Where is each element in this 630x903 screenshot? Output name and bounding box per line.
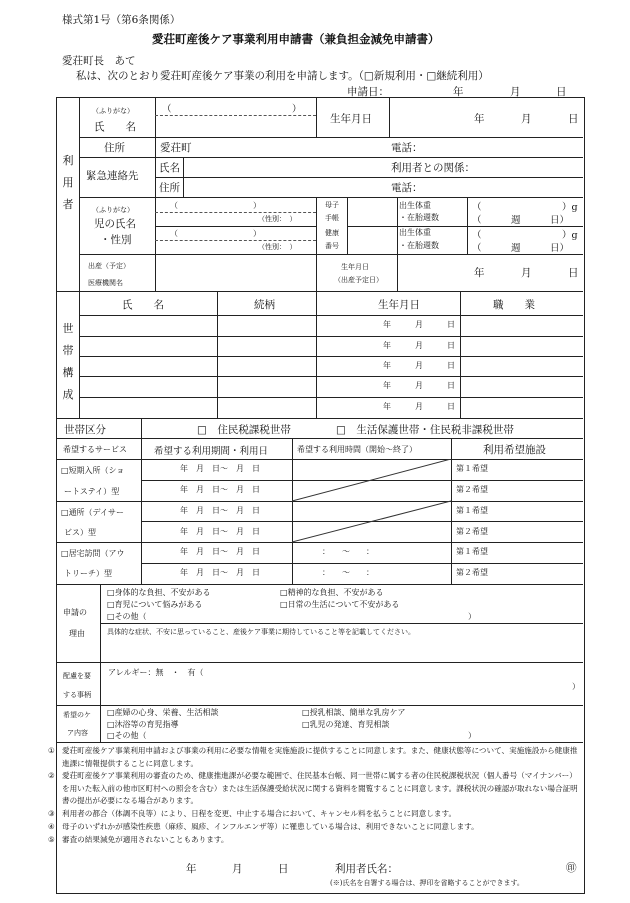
due-label: 出産（予定）: [88, 262, 130, 270]
household-row-3-date-0: 年: [383, 361, 391, 370]
facility-label: 医療機関名: [88, 279, 123, 287]
reason-daily[interactable]: □日常の生活について不安がある: [280, 600, 400, 609]
apply-date-label: 申請日：: [347, 86, 389, 98]
reason-detail-input[interactable]: [103, 638, 579, 660]
consent-note-text: 母子のいずれかが感染性疾患（麻疹、風疹、インフルエンザ等）に罹患している場合は、利用できないことに同意します。: [62, 822, 479, 831]
consent-note-text: 審査の結果減免が適用されないこともあります。: [62, 835, 229, 844]
household-row-5-date-2: 日: [447, 402, 455, 411]
consent-note-3: [48, 808, 584, 821]
category-taxable[interactable]: □ 住民税課税世帯: [197, 424, 291, 436]
new-use-checkbox[interactable]: □: [363, 70, 374, 82]
service-period-6[interactable]: 年 月 日～ 月 日: [180, 568, 260, 577]
household-row-4-date-1: 月: [415, 381, 423, 390]
emergency-name-label: 氏名: [159, 162, 180, 174]
household-col-relation: 続柄: [254, 299, 275, 311]
services-col-facility: 利用希望施設: [483, 444, 546, 456]
user-section-label: 利用者: [62, 154, 74, 211]
sign-day: 日: [278, 863, 289, 875]
consent-note-number: ④: [48, 822, 55, 831]
household-col-name: 氏 名: [122, 299, 164, 311]
consent-note-4: [48, 821, 584, 834]
consent-note-number: ⑤: [48, 835, 55, 844]
apply-date-year: 年: [453, 86, 464, 98]
consent-note-text: 愛荘町産後ケア事業利用申請および事業の利用に必要な情報を実施施設に提供することに同意します。また、健康状態等について、実施施設から健康推進課に情報提供することに同意します。: [62, 746, 578, 768]
facility-choice-6: 第２希望: [456, 568, 488, 577]
weeks2-close: 日）: [550, 243, 570, 254]
household-col-birth: 生年月日: [378, 299, 420, 311]
form-number: 様式第1号（第6条関係）: [62, 14, 181, 26]
facility-choice-5: 第１希望: [456, 547, 488, 556]
facility-choice-3: 第１希望: [456, 506, 488, 515]
svc-short-stay-2: ートステイ）型: [64, 487, 120, 496]
phone-label: 電話：: [391, 142, 423, 154]
emergency-relation-label: 利用者との関係：: [391, 162, 475, 174]
child-sex-label: ・性別: [100, 234, 132, 246]
service-period-3[interactable]: 年 月 日～ 月 日: [180, 506, 260, 515]
facility-choice-2: 第２希望: [456, 485, 488, 494]
emergency-address-label: 住所: [159, 182, 180, 194]
intro-text: 私は、次のとおり愛荘町産後ケア事業の利用を申請します。（□新規利用・□継続利用）: [76, 70, 489, 82]
weight2-open: （: [472, 230, 482, 241]
care-label-1: 希望のケ: [63, 711, 91, 719]
due-day: 日: [568, 267, 579, 279]
signature-input[interactable]: [405, 859, 560, 874]
svc-outreach-2: トリーチ）型: [64, 569, 112, 578]
weeks1-unit: 週: [511, 215, 521, 226]
household-row-1-date-1: 月: [415, 320, 423, 329]
weeks2-unit: 週: [511, 243, 521, 254]
child1-sex: （性別： ）: [258, 215, 297, 223]
mch-4: 番号: [325, 242, 339, 250]
addressee: 愛荘町長 あて: [62, 55, 136, 67]
address-label: 住所: [104, 142, 125, 154]
seal-note: (※)氏名を自署する場合は、押印を省略することができます。: [330, 879, 524, 887]
weight2-g: ）g: [562, 230, 578, 241]
due-year: 年: [474, 267, 485, 279]
category-nontaxable[interactable]: □ 生活保護世帯・住民税非課税世帯: [336, 424, 514, 436]
household-row-4-date-0: 年: [383, 381, 391, 390]
consent-note-text: 愛荘町産後ケア事業利用の審査のため、健康推進課が必要な範囲で、住民基本台帳、同一世帯に属する者の住民税課税状況（個人番号（マイナンバー）を用いた転入前の他市区町村への照会を含む）または生活保護受給状況に関する資料を閲覧することに同意します。課税状況の確認が取れない場合証明書の提出が必要になる場合があります。: [62, 771, 578, 806]
child1-furigana-open: （: [170, 201, 178, 210]
weeks1-close: 日）: [550, 215, 570, 226]
weight1-open: （: [472, 202, 482, 213]
user-name-input[interactable]: [158, 118, 313, 134]
time-not-applicable-slash: [292, 459, 451, 542]
reason-physical[interactable]: □身体的な負担、不安がある: [107, 588, 211, 597]
care-breastfeeding[interactable]: □授乳相談、簡単な乳房ケア: [302, 708, 406, 717]
weight-label-2: 出生体重: [399, 228, 431, 237]
reason-childcare[interactable]: □育児について悩みがある: [107, 600, 203, 609]
household-row-2-date-2: 日: [447, 341, 455, 350]
facility-choice-4: 第２希望: [456, 527, 488, 536]
furigana-close: ）: [292, 104, 302, 115]
due-date-label-1: 生年月日: [341, 263, 369, 271]
svc-day-service[interactable]: □通所（デイサー: [61, 508, 125, 517]
household-row-3-date-1: 月: [415, 361, 423, 370]
household-row-5-date-1: 月: [415, 402, 423, 411]
child2-furigana-open: （: [170, 229, 178, 238]
mch-2: 手帳: [325, 214, 339, 222]
care-bathing[interactable]: □沐浴等の育児指導: [107, 720, 179, 729]
service-period-2[interactable]: 年 月 日～ 月 日: [180, 485, 260, 494]
child-furigana-label: （ふりがな）: [92, 206, 134, 214]
facility-choice-1: 第１希望: [456, 464, 488, 473]
form-title: 愛荘町産後ケア事業利用申請書（兼負担金減免申請書）: [152, 32, 440, 46]
reason-other[interactable]: □その他（: [107, 612, 147, 621]
continued-use-checkbox[interactable]: □: [426, 70, 437, 82]
sign-month: 月: [232, 863, 243, 875]
weight-label-1: 出生体重: [399, 201, 431, 210]
consent-note-number: ②: [48, 771, 55, 780]
reason-mental[interactable]: □精神的な負担、不安がある: [280, 588, 384, 597]
household-row-5-date-0: 年: [383, 402, 391, 411]
allergy-close: ）: [572, 682, 580, 691]
weeks-label-1: ・在胎週数: [399, 213, 439, 222]
household-row-1-date-0: 年: [383, 320, 391, 329]
service-period-1[interactable]: 年 月 日～ 月 日: [180, 464, 260, 473]
household-row-1-date-2: 日: [447, 320, 455, 329]
child-name-label: 児の氏名: [94, 218, 136, 230]
user-birth-month: 月: [521, 113, 532, 125]
mch-1: 母子: [325, 201, 339, 209]
weeks1-open: （: [472, 215, 482, 226]
child2-sex: （性別： ）: [258, 243, 297, 251]
household-section-label: 世帯構成: [62, 322, 74, 401]
consent-note-5: [48, 834, 584, 847]
furigana-label: （ふりがな）: [92, 107, 134, 115]
household-row-4-date-2: 日: [447, 381, 455, 390]
care-mind-body[interactable]: □産婦の心身、栄養、生活相談: [107, 708, 219, 717]
weeks2-open: （: [472, 243, 482, 254]
service-period-4[interactable]: 年 月 日～ 月 日: [180, 527, 260, 536]
household-row-2-date-1: 月: [415, 341, 423, 350]
services-col-time: 希望する利用時間（開始～終了）: [297, 445, 417, 454]
care-other-close: ）: [468, 731, 476, 740]
care-label-2: ア内容: [67, 729, 88, 737]
consent-note-1: [48, 745, 584, 770]
household-col-job: 職 業: [493, 299, 535, 311]
consent-note-text: 利用者の都合（体調不良等）により、日程を変更、中止する場合において、キャンセル料を払うことに同意します。: [62, 809, 457, 818]
furigana-open: （: [162, 104, 172, 115]
consent-note-number: ①: [48, 746, 55, 755]
svc-outreach[interactable]: □居宅訪問（アウ: [61, 549, 125, 558]
service-time-6[interactable]: ： ～ ：: [322, 568, 374, 577]
user-name-label: 氏 名: [94, 121, 136, 133]
child1-furigana-close: ）: [253, 201, 261, 210]
consent-note-2: [48, 770, 584, 808]
user-birth-day: 日: [568, 113, 579, 125]
emergency-contact-label: 緊急連絡先: [86, 170, 139, 182]
care-development[interactable]: □乳児の発達、育児相談: [302, 720, 390, 729]
child2-furigana-close: ）: [253, 229, 261, 238]
reason-other-close: ）: [468, 612, 476, 621]
address-value: 愛荘町: [160, 142, 192, 154]
user-birthdate-label: 生年月日: [330, 113, 372, 125]
service-period-5[interactable]: 年 月 日～ 月 日: [180, 547, 260, 556]
reason-detail-instruction: 具体的な症状、不安に思っていること、産後ケア事業に期待していること等を記載してください。: [107, 628, 415, 636]
category-label: 世帯区分: [64, 424, 106, 436]
care-other[interactable]: □その他（: [107, 731, 147, 740]
svc-day-service-2: ビス）型: [64, 528, 96, 537]
consent-note-number: ③: [48, 809, 55, 818]
user-birth-year: 年: [474, 113, 485, 125]
apply-date-month: 月: [510, 86, 521, 98]
services-col-period: 希望する利用期間・利用日: [154, 446, 269, 457]
due-date-label-2: （出産予定日）: [334, 276, 383, 284]
apply-date-day: 日: [556, 86, 567, 98]
sign-year: 年: [186, 863, 197, 875]
allergy-field: アレルギー：無 ・ 有（: [108, 668, 204, 677]
svc-short-stay[interactable]: □短期入所（ショ: [61, 466, 125, 475]
consideration-label-1: 配慮を要: [63, 672, 91, 680]
due-month: 月: [521, 267, 532, 279]
household-row-3-date-2: 日: [447, 361, 455, 370]
consideration-label-2: する事柄: [63, 691, 91, 699]
weeks-label-2: ・在胎週数: [399, 241, 439, 250]
seal-mark: ㊞: [566, 862, 577, 874]
weight1-g: ）g: [562, 202, 578, 213]
mch-3: 健康: [325, 229, 339, 237]
service-time-5[interactable]: ： ～ ：: [322, 547, 374, 556]
household-row-2-date-0: 年: [383, 341, 391, 350]
emergency-phone-label: 電話：: [391, 182, 423, 194]
reason-label-1: 申請の: [63, 608, 87, 617]
services-col-service: 希望するサービス: [63, 445, 127, 454]
reason-label-2: 理由: [69, 629, 85, 638]
signature-label: 利用者氏名：: [335, 863, 398, 875]
